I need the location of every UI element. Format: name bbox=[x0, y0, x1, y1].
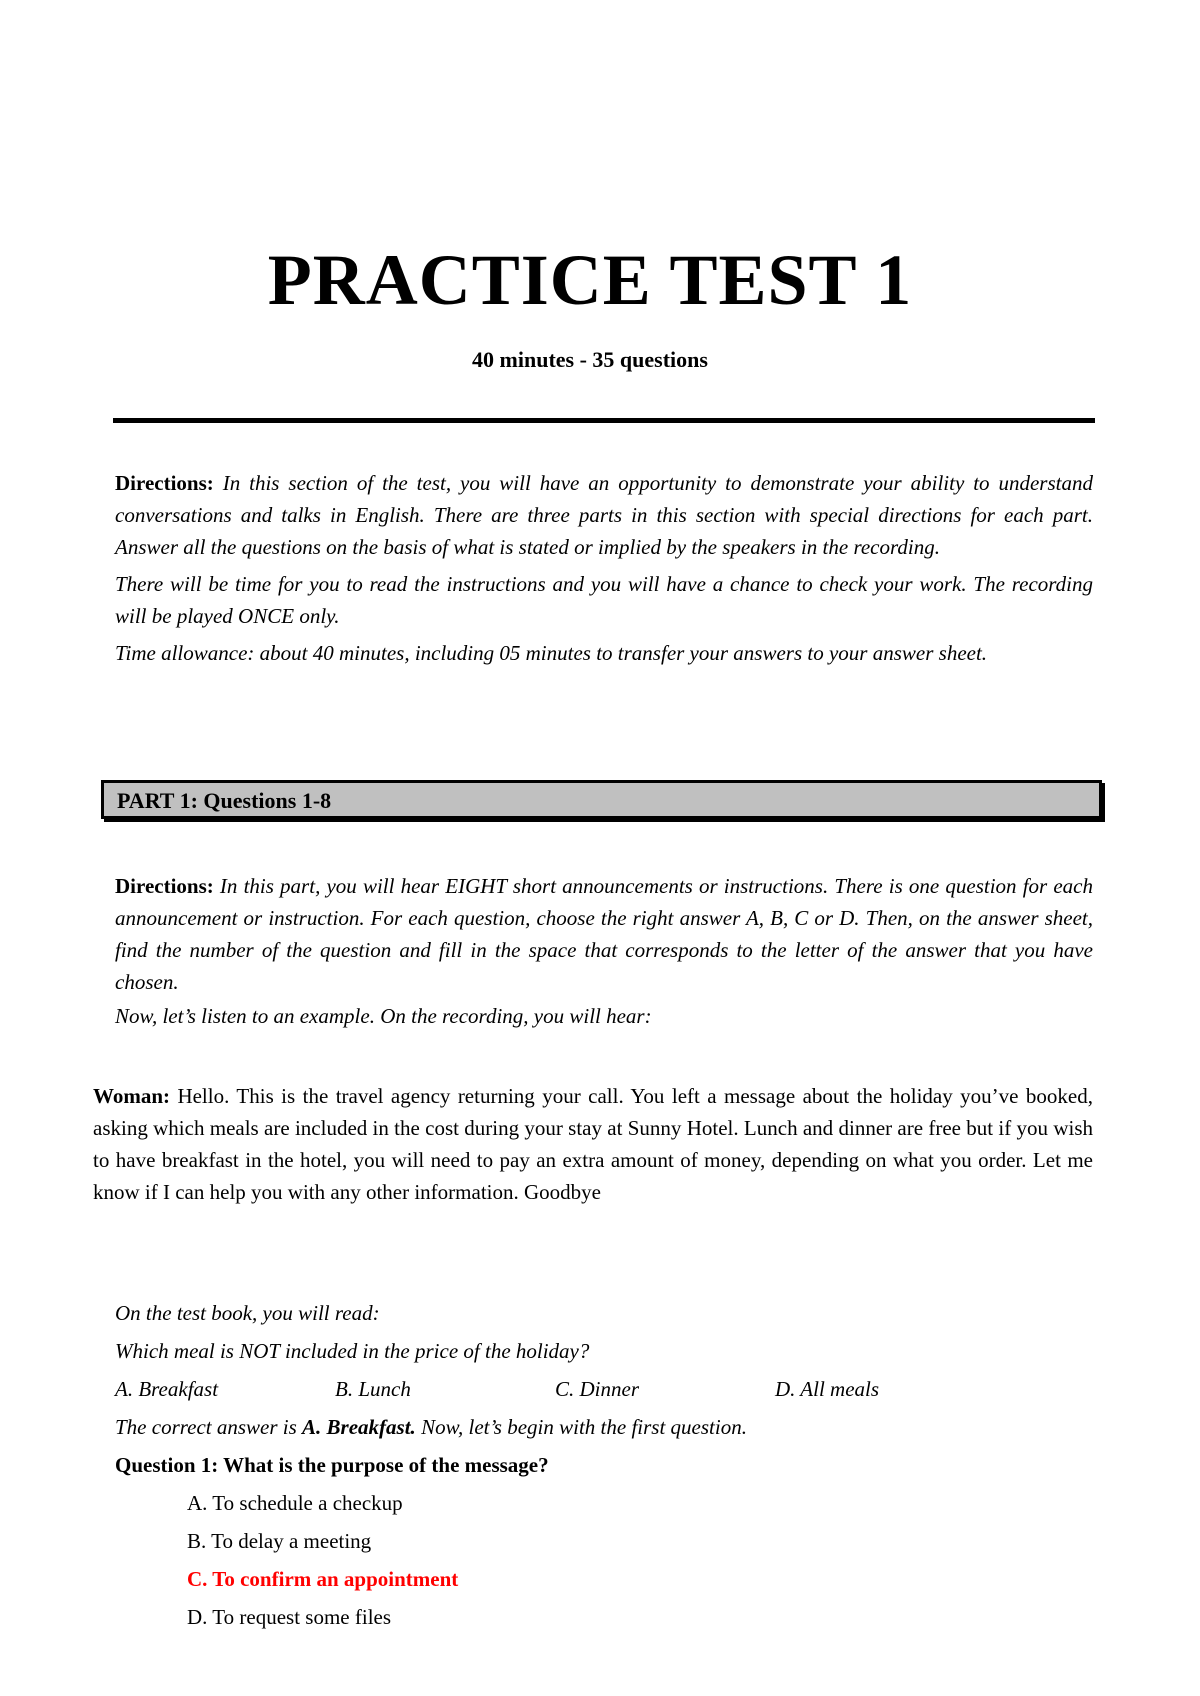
example-question: Which meal is NOT included in the price of the holiday? bbox=[115, 1339, 590, 1363]
example-answer-prefix: The correct answer is bbox=[115, 1415, 303, 1439]
example-intro: Now, let’s listen to an example. On the recording, you will hear: bbox=[115, 1004, 652, 1028]
part1-directions-text: In this part, you will hear EIGHT short announcements or instructions. There is one question for each announcement or instruction. For each question, choose the right answer A, B, C or D. Then, on the answer sheet, find the number of the question and fill in the space that corresponds to the letter of the answer that you have chosen. bbox=[115, 874, 1093, 994]
example-answer-suffix: Now, let’s begin with the first question. bbox=[415, 1415, 747, 1439]
question-1-option-c-correct: C. To confirm an appointment bbox=[187, 1567, 459, 1591]
example-book-intro: On the test book, you will read: bbox=[115, 1301, 380, 1325]
part1-directions-label: Directions: bbox=[115, 874, 214, 898]
question-1-options bbox=[187, 1484, 458, 1636]
section-directions bbox=[115, 467, 1093, 669]
example-block bbox=[115, 1294, 1095, 1446]
directions-paragraph bbox=[115, 467, 1093, 563]
directions-note: There will be time for you to read the instructions and you will have a chance to check your work. The recording will be played ONCE only. bbox=[115, 572, 1093, 628]
example-answer bbox=[115, 1408, 1095, 1446]
example-option-d: D. All meals bbox=[775, 1377, 880, 1401]
directions-text: In this section of the test, you will have an opportunity to demonstrate your ability to understand conversations and talks in English. There are three parts in this section with special directions for each part. Answer all the questions on the basis of what is stated or implied by the speakers in the recording. bbox=[115, 471, 1093, 559]
question-1-option-a: A. To schedule a checkup bbox=[187, 1491, 403, 1515]
transcript-text: Hello. This is the travel agency returning your call. You left a message about the holiday you’ve booked, asking which meals are included in the cost during your stay at Sunny Hotel. Lunch and dinner are free but if you wish to have breakfast in the hotel, you will need to pay an extra amount of money, depending on what you order. Let me know if I can help you with any other information. Goodbye bbox=[93, 1084, 1093, 1204]
directions-label: Directions: bbox=[115, 471, 214, 495]
time-allowance: Time allowance: about 40 minutes, including 05 minutes to transfer your answers to your answer sheet. bbox=[115, 641, 988, 665]
example-option-c: C. Dinner bbox=[555, 1377, 639, 1401]
example-option-a: A. Breakfast bbox=[115, 1377, 219, 1401]
transcript-paragraph bbox=[93, 1080, 1093, 1208]
divider bbox=[113, 418, 1095, 423]
example-option-b: B. Lunch bbox=[335, 1377, 411, 1401]
transcript bbox=[93, 1080, 1093, 1208]
part1-heading-box bbox=[101, 780, 1102, 819]
question-1-option-b: B. To delay a meeting bbox=[187, 1529, 372, 1553]
example-answer-value: A. Breakfast. bbox=[302, 1415, 416, 1439]
example-options bbox=[115, 1370, 1095, 1408]
part1-directions-paragraph bbox=[115, 870, 1093, 998]
page-subtitle: 40 minutes - 35 questions bbox=[472, 347, 708, 372]
question-1: Question 1: What is the purpose of the message? bbox=[115, 1453, 549, 1477]
question-1-option-d: D. To request some files bbox=[187, 1605, 392, 1629]
speaker-label: Woman: bbox=[93, 1084, 171, 1108]
part1-heading: PART 1: Questions 1-8 bbox=[117, 788, 332, 813]
part1-directions bbox=[115, 870, 1093, 1032]
page-title: PRACTICE TEST 1 bbox=[267, 240, 913, 320]
